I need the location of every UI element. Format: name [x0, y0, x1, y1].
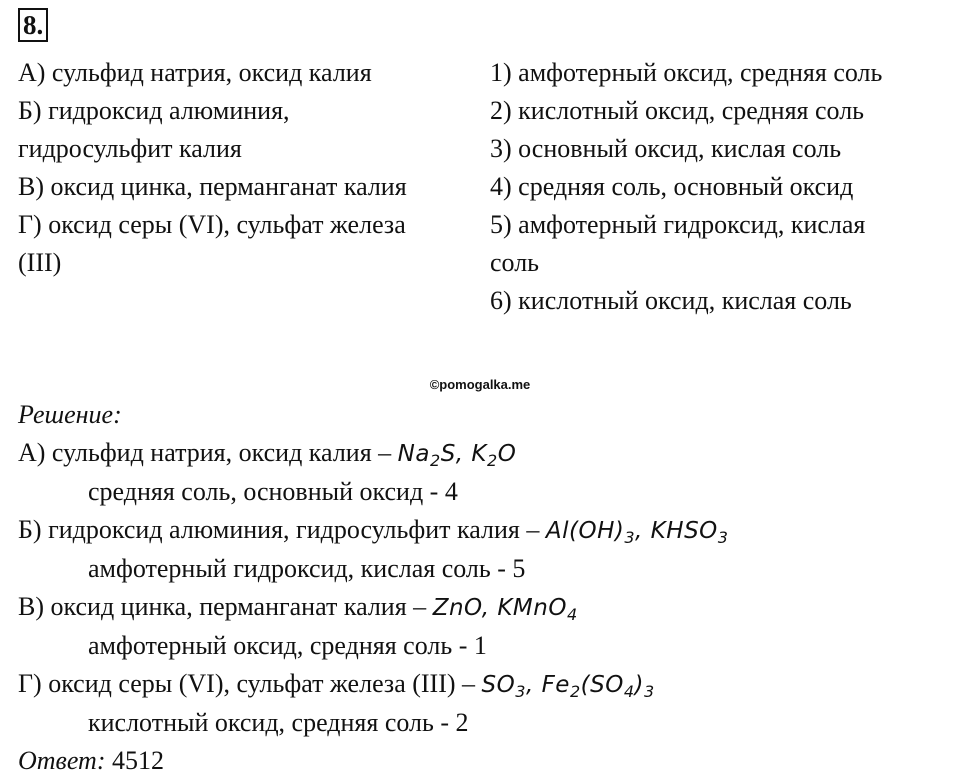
solution-explain-g: кислотный оксид, средняя соль - 2 [88, 708, 469, 737]
solution-explain-b: амфотерный гидроксид, кислая соль - 5 [88, 554, 526, 583]
solution-text-v: В) оксид цинка, перманганат калия – [18, 591, 433, 621]
solution-title: Решение: [18, 400, 122, 429]
solution-line-g [18, 665, 728, 705]
answer-value: 4512 [111, 745, 164, 775]
left-item-g-continued: (III) [18, 248, 62, 277]
watermark: ©pomogalka.me [429, 377, 531, 392]
left-item-v: В) оксид цинка, перманганат калия [18, 172, 407, 201]
solution-line-v [18, 588, 728, 628]
solution-text-a: А) сульфид натрия, оксид калия – [18, 437, 398, 467]
right-item-2: 2) кислотный оксид, средняя соль [490, 96, 865, 125]
left-item-b: Б) гидроксид алюминия, [18, 96, 290, 125]
solution-explain-a: средняя соль, основный оксид - 4 [88, 477, 458, 506]
solution-section [18, 396, 728, 779]
left-item-b-continued: гидросульфит калия [18, 134, 242, 163]
formula-v: ZnO, KMnO$_4$ [432, 594, 578, 624]
solution-line-a [18, 434, 728, 474]
right-item-5-continued: соль [490, 248, 540, 277]
formula-b: $Al(OH)_3$, $KHSO_3$ [545, 517, 729, 547]
task-right-column [490, 54, 930, 320]
right-item-5: 5) амфотерный гидроксид, кислая [490, 210, 866, 239]
left-item-a: А) сульфид натрия, оксид калия [18, 58, 372, 87]
solution-explain-v: амфотерный оксид, средняя соль - 1 [88, 631, 487, 660]
task-left-column [18, 54, 458, 282]
task-number: 8. [18, 8, 48, 42]
right-item-4: 4) средняя соль, основный оксид [490, 172, 854, 201]
solution-line-b [18, 511, 728, 551]
solution-text-g: Г) оксид серы (VI), сульфат железа (III) – [18, 668, 482, 698]
right-item-6: 6) кислотный оксид, кислая соль [490, 286, 852, 315]
answer-label: Ответ: [18, 745, 106, 775]
solution-text-b: Б) гидроксид алюминия, гидросульфит калия – [18, 514, 546, 544]
answer-line [18, 742, 728, 780]
right-item-3: 3) основный оксид, кислая соль [490, 134, 842, 163]
formula-a: $Na_2S$, $K_2O$ [397, 440, 517, 470]
right-item-1: 1) амфотерный оксид, средняя соль [490, 58, 883, 87]
left-item-g: Г) оксид серы (VI), сульфат железа [18, 210, 406, 239]
formula-g: $SO_3$, $Fe_2(SO_4)_3$ [481, 671, 655, 701]
